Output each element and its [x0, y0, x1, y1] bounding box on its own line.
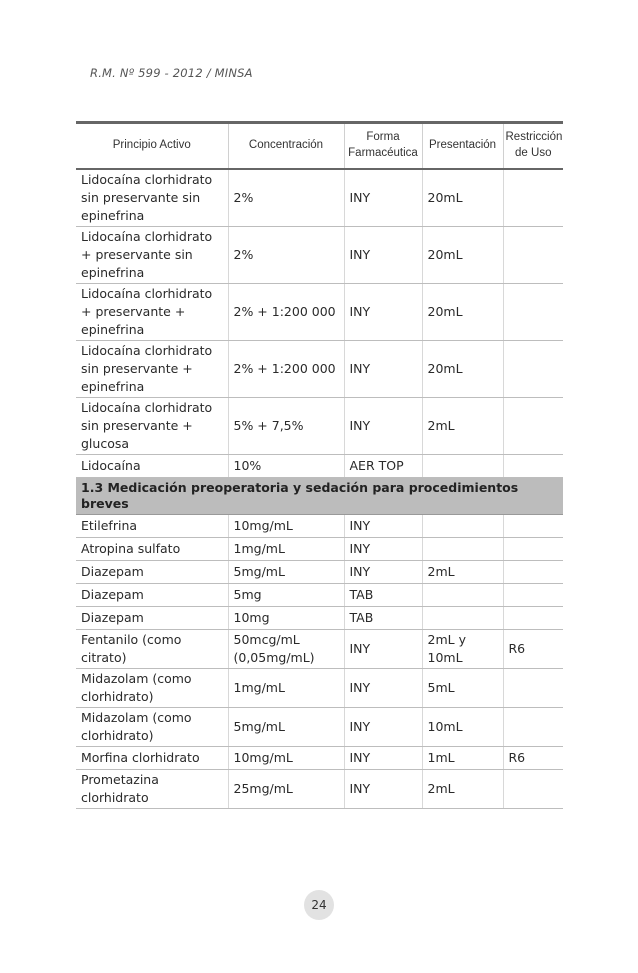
- cell-forma: INY: [344, 169, 422, 227]
- cell-concentracion: 50mcg/mL (0,05mg/mL): [228, 630, 344, 669]
- cell-principio: Prometazina clorhidrato: [76, 770, 228, 809]
- medication-table: [76, 121, 563, 809]
- cell-restriccion: [503, 584, 563, 607]
- cell-principio: Lidocaína clorhidrato + preservante + epinefrina: [76, 284, 228, 341]
- cell-principio: Lidocaína clorhidrato + preservante sin epinefrina: [76, 227, 228, 284]
- cell-forma: INY: [344, 747, 422, 770]
- table-row: [76, 630, 563, 669]
- cell-principio: Diazepam: [76, 584, 228, 607]
- cell-concentracion: 25mg/mL: [228, 770, 344, 809]
- cell-presentacion: 2mL: [422, 770, 503, 809]
- cell-concentracion: 10mg/mL: [228, 515, 344, 538]
- section-heading-row: [76, 478, 563, 515]
- cell-principio: Lidocaína clorhidrato sin preservante + glucosa: [76, 398, 228, 455]
- table-row: [76, 708, 563, 747]
- cell-restriccion: [503, 341, 563, 398]
- cell-forma: AER TOP: [344, 455, 422, 478]
- table-row: [76, 669, 563, 708]
- cell-principio: Lidocaína clorhidrato sin preservante sin epinefrina: [76, 169, 228, 227]
- cell-concentracion: 1mg/mL: [228, 538, 344, 561]
- cell-principio: Lidocaína clorhidrato sin preservante + epinefrina: [76, 341, 228, 398]
- cell-forma: INY: [344, 341, 422, 398]
- column-header-restriccion: Restricción de Uso: [503, 123, 563, 170]
- cell-restriccion: [503, 227, 563, 284]
- cell-concentracion: 10mg/mL: [228, 747, 344, 770]
- cell-presentacion: 20mL: [422, 169, 503, 227]
- cell-principio: Fentanilo (como citrato): [76, 630, 228, 669]
- cell-presentacion: [422, 607, 503, 630]
- cell-presentacion: [422, 538, 503, 561]
- table-row: [76, 538, 563, 561]
- cell-restriccion: [503, 669, 563, 708]
- cell-principio: Lidocaína: [76, 455, 228, 478]
- cell-forma: TAB: [344, 607, 422, 630]
- table-row: [76, 515, 563, 538]
- table-row: [76, 584, 563, 607]
- cell-concentracion: 2%: [228, 227, 344, 284]
- cell-presentacion: [422, 515, 503, 538]
- cell-presentacion: [422, 584, 503, 607]
- cell-presentacion: 10mL: [422, 708, 503, 747]
- cell-restriccion: R6: [503, 630, 563, 669]
- cell-forma: INY: [344, 227, 422, 284]
- table-row: [76, 607, 563, 630]
- cell-principio: Diazepam: [76, 607, 228, 630]
- cell-presentacion: 20mL: [422, 341, 503, 398]
- cell-forma: INY: [344, 284, 422, 341]
- cell-forma: TAB: [344, 584, 422, 607]
- cell-presentacion: [422, 455, 503, 478]
- table-row: [76, 747, 563, 770]
- cell-presentacion: 1mL: [422, 747, 503, 770]
- cell-concentracion: 2% + 1:200 000: [228, 284, 344, 341]
- cell-concentracion: 2%: [228, 169, 344, 227]
- cell-restriccion: R6: [503, 747, 563, 770]
- cell-principio: Morfina clorhidrato: [76, 747, 228, 770]
- cell-presentacion: 5mL: [422, 669, 503, 708]
- cell-restriccion: [503, 455, 563, 478]
- table-row: [76, 455, 563, 478]
- cell-presentacion: 2mL: [422, 561, 503, 584]
- cell-forma: INY: [344, 561, 422, 584]
- cell-presentacion: 2mL y 10mL: [422, 630, 503, 669]
- table-row: [76, 770, 563, 809]
- column-header-concentracion: Concentración: [228, 123, 344, 170]
- cell-principio: Atropina sulfato: [76, 538, 228, 561]
- column-header-presentacion: Presentación: [422, 123, 503, 170]
- section-heading: 1.3 Medicación preoperatoria y sedación para procedimientos breves: [76, 478, 563, 515]
- cell-presentacion: 20mL: [422, 227, 503, 284]
- cell-restriccion: [503, 770, 563, 809]
- cell-concentracion: 10%: [228, 455, 344, 478]
- cell-presentacion: 2mL: [422, 398, 503, 455]
- cell-forma: INY: [344, 538, 422, 561]
- cell-principio: Midazolam (como clorhidrato): [76, 708, 228, 747]
- table-row: [76, 284, 563, 341]
- cell-restriccion: [503, 607, 563, 630]
- cell-forma: INY: [344, 770, 422, 809]
- cell-restriccion: [503, 284, 563, 341]
- cell-principio: Midazolam (como clorhidrato): [76, 669, 228, 708]
- cell-concentracion: 5% + 7,5%: [228, 398, 344, 455]
- cell-presentacion: 20mL: [422, 284, 503, 341]
- cell-concentracion: 5mg/mL: [228, 561, 344, 584]
- cell-restriccion: [503, 169, 563, 227]
- table-row: [76, 561, 563, 584]
- document-header: R.M. Nº 599 - 2012 / MINSA: [90, 66, 253, 80]
- cell-forma: INY: [344, 515, 422, 538]
- cell-concentracion: 1mg/mL: [228, 669, 344, 708]
- cell-principio: Diazepam: [76, 561, 228, 584]
- cell-restriccion: [503, 708, 563, 747]
- cell-forma: INY: [344, 398, 422, 455]
- cell-forma: INY: [344, 708, 422, 747]
- table-row: [76, 169, 563, 227]
- cell-restriccion: [503, 515, 563, 538]
- cell-concentracion: 2% + 1:200 000: [228, 341, 344, 398]
- cell-restriccion: [503, 398, 563, 455]
- cell-concentracion: 5mg: [228, 584, 344, 607]
- cell-principio: Etilefrina: [76, 515, 228, 538]
- cell-concentracion: 10mg: [228, 607, 344, 630]
- table-row: [76, 398, 563, 455]
- cell-forma: INY: [344, 669, 422, 708]
- page-number-badge: 24: [304, 890, 334, 920]
- table-header-row: [76, 123, 563, 170]
- table-row: [76, 341, 563, 398]
- column-header-forma: Forma Farmacéutica: [344, 123, 422, 170]
- table-row: [76, 227, 563, 284]
- column-header-principio: Principio Activo: [76, 123, 228, 170]
- cell-restriccion: [503, 561, 563, 584]
- cell-concentracion: 5mg/mL: [228, 708, 344, 747]
- cell-restriccion: [503, 538, 563, 561]
- cell-forma: INY: [344, 630, 422, 669]
